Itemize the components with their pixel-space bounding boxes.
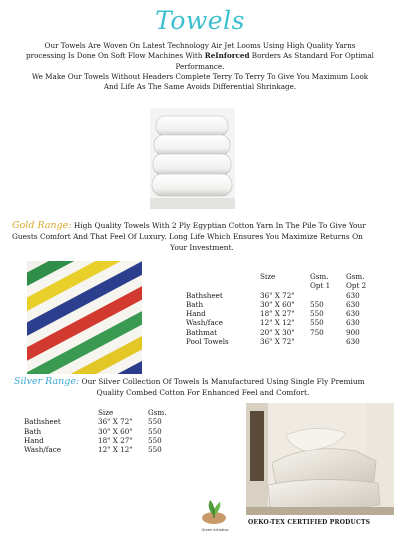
gold-desc-line-2: Guests Comfort And That Feel Of Luxury. Long Life Which Ensures You Maximize Returns On (12, 232, 363, 241)
row-size: 36" X 72" (260, 290, 295, 300)
page-title: Towels (155, 6, 245, 35)
green-initiative-caption: Green Initiative (201, 528, 229, 532)
row-name: Wash/face (24, 445, 62, 455)
row-name: Bath (186, 299, 204, 309)
silver-range-label: Silver Range: (14, 376, 80, 387)
gold-spec-table (186, 272, 366, 346)
row-opt2: 630 (346, 337, 360, 347)
table-row (186, 337, 366, 346)
row-gsm: 550 (148, 435, 162, 445)
gold-header-gsm1: Gsm. (310, 272, 329, 281)
silver-header-size: Size (98, 408, 114, 417)
table-row (24, 417, 167, 426)
silver-spec-table (24, 408, 167, 454)
row-opt1 (310, 337, 346, 346)
row-opt1: 550 (310, 318, 324, 328)
green-initiative-logo (200, 496, 228, 526)
intro-line-3: Performance. (175, 61, 225, 71)
silver-desc-line-2: Quality Combed Cotton For Enhanced Feel and Comfort. (96, 388, 310, 397)
row-opt2: 630 (346, 309, 360, 319)
row-gsm: 550 (148, 445, 162, 455)
table-row (24, 436, 167, 445)
gold-header-opt1: Opt 1 (310, 281, 331, 291)
row-size: 36" X 72" (98, 417, 133, 427)
striped-towels-photo (27, 261, 142, 374)
gold-header-size: Size (260, 272, 276, 281)
row-size: 12" X 12" (260, 318, 295, 328)
row-size: 30" X 60" (260, 299, 295, 309)
row-size: 18" X 27" (98, 435, 133, 445)
table-row (186, 328, 366, 337)
row-name: Hand (186, 309, 206, 319)
gold-desc-line-3: Your Investment. (170, 243, 234, 252)
row-opt2: 630 (346, 290, 360, 300)
silver-header-row (24, 408, 167, 417)
intro-line-1: Our Towels Are Woven On Latest Technology Air Jet Looms Using High Quality Yarns (44, 41, 356, 50)
row-name: Bathsheet (186, 290, 223, 300)
intro-bold-word: ReInforced (204, 51, 250, 61)
silver-header-gsm: Gsm. (148, 408, 167, 417)
row-name: Bathmat (186, 327, 218, 337)
gold-header-opt2: Opt 2 (346, 281, 367, 291)
intro-paragraph (8, 41, 392, 92)
towel-stack-photo (150, 108, 235, 209)
silver-towels-photo (246, 403, 394, 515)
row-opt1: 550 (310, 299, 324, 309)
row-name: Hand (24, 435, 44, 445)
oeko-tex-certification: OEKO-TEX CERTIFIED PRODUCTS (248, 519, 371, 526)
table-row (186, 291, 366, 300)
row-name: Bathsheet (24, 417, 61, 427)
gold-desc-line-1: High Quality Towels With 2 Ply Egyptian Cotton Yarn In The Pile To Give Your (71, 221, 366, 230)
gold-range-label: Gold Range: (12, 220, 72, 231)
intro-line-2a: processing Is Done On Soft Flow Machines With (26, 51, 205, 61)
row-opt2: 630 (346, 299, 360, 309)
row-size: 30" X 60" (98, 426, 133, 436)
table-row (186, 300, 366, 309)
gold-header-row-1 (186, 272, 366, 281)
row-name: Bath (24, 426, 42, 436)
intro-line-5: And Life As The Same Avoids Differential Shrinkage. (103, 82, 297, 92)
row-gsm: 550 (148, 417, 162, 427)
row-opt1: 750 (310, 327, 324, 337)
table-row (186, 318, 366, 327)
row-opt1 (310, 291, 346, 300)
intro-line-4: We Make Our Towels Without Headers Complete Terry To Terry To Give You Maximum Look (31, 71, 369, 81)
row-name: Pool Towels (186, 337, 229, 347)
gold-header-gsm2: Gsm. (346, 272, 365, 281)
row-size: 18" X 27" (260, 309, 295, 319)
table-row (186, 309, 366, 318)
row-size: 20" X 30" (260, 327, 295, 337)
intro-line-2b: Borders As Standard For Optimal (249, 51, 374, 61)
gold-range-description (12, 220, 392, 253)
row-opt2: 630 (346, 318, 360, 328)
row-opt1: 550 (310, 309, 324, 319)
table-row (24, 427, 167, 436)
row-size: 12" X 12" (98, 445, 133, 455)
table-row (24, 445, 167, 454)
row-size: 36" X 72" (260, 337, 295, 347)
silver-range-description (14, 376, 392, 398)
row-opt2: 900 (346, 327, 360, 337)
gold-header-row-2 (186, 281, 366, 290)
row-name: Wash/face (186, 318, 224, 328)
silver-desc-line-1: Our Silver Collection Of Towels Is Manufactured Using Single Fly Premium (79, 377, 365, 386)
row-gsm: 550 (148, 426, 162, 436)
